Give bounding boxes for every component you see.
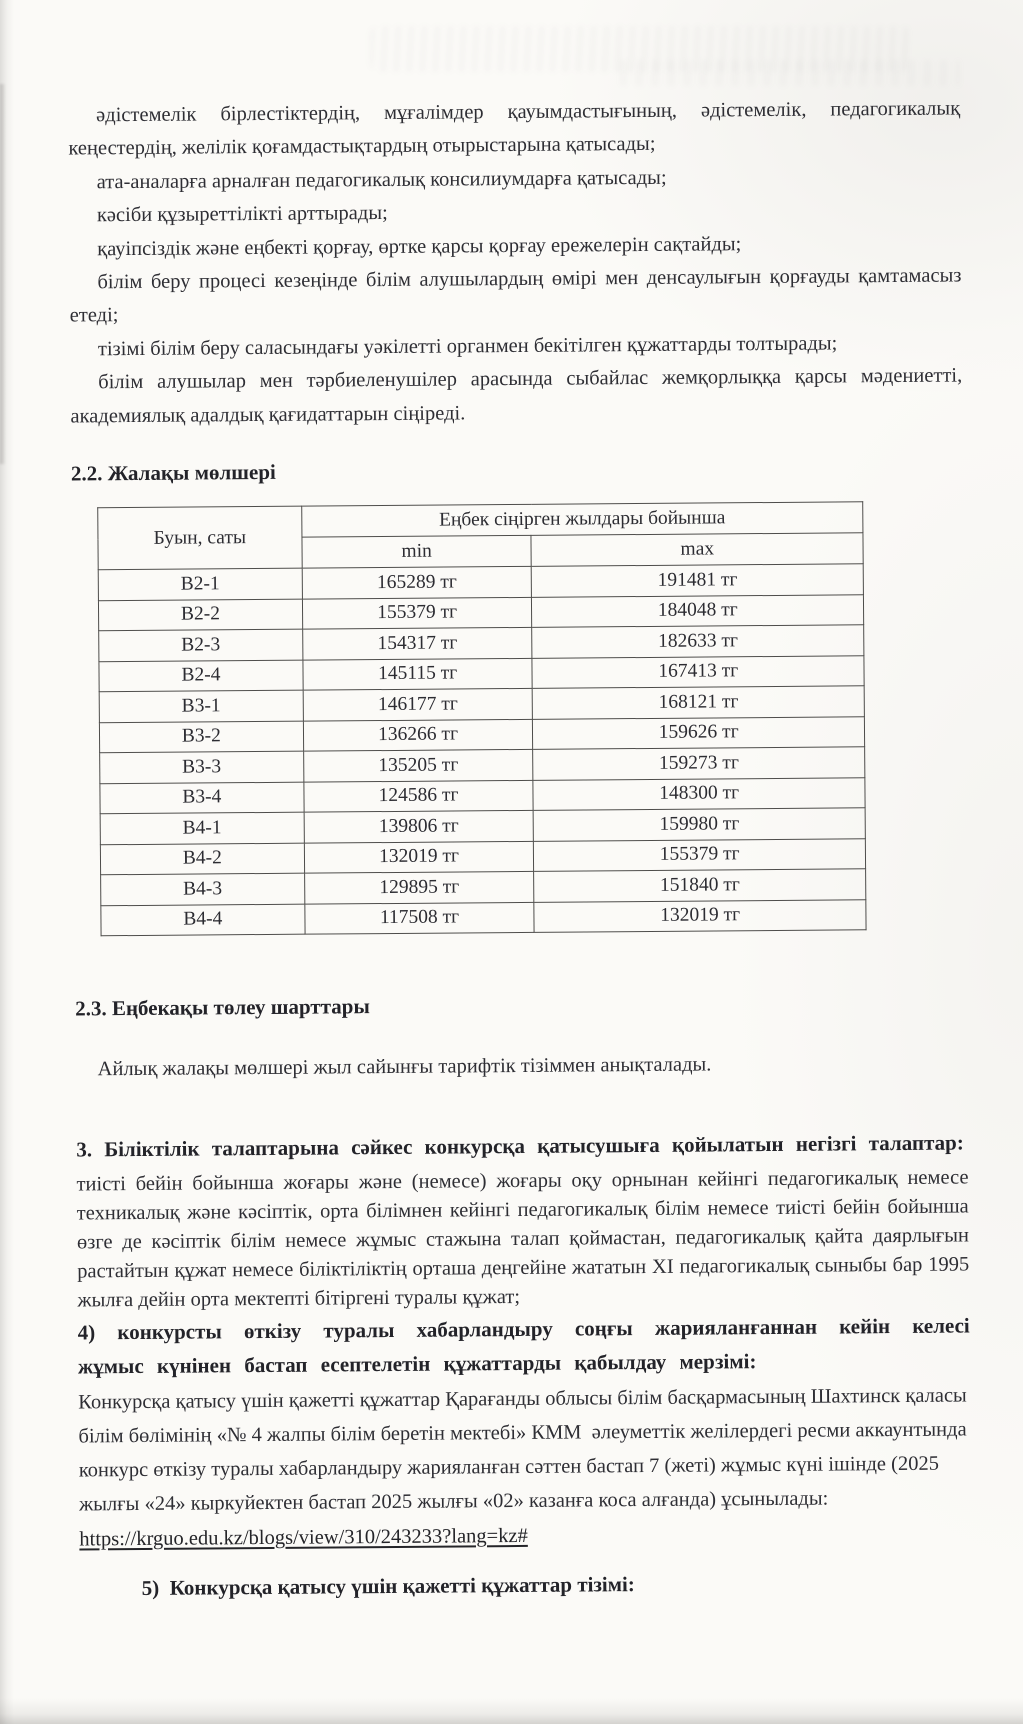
grade-cell: B3-3	[100, 751, 304, 783]
max-cell: 159626 тг	[533, 716, 865, 749]
min-cell: 145115 тг	[303, 658, 533, 690]
max-cell: 191481 тг	[532, 564, 864, 597]
section-5-heading: 5) Конкурсқа қатысу үшін қажетті құжаттар тізімі:	[141, 1572, 635, 1601]
grade-cell: B4-3	[101, 873, 305, 905]
min-cell: 155379 тг	[302, 597, 532, 629]
min-cell: 135205 тг	[303, 749, 533, 781]
duty-paragraph: кәсіби құзыреттілікті арттырады;	[96, 202, 388, 227]
duty-paragraph: ата-аналарға арналған педагогикалық консилиумдарға қатысады;	[96, 166, 667, 194]
grade-cell: B2-4	[99, 660, 303, 692]
min-cell: 136266 тг	[303, 719, 533, 751]
duty-paragraph: әдістемелік бірлестіктердің, мұғалімдер қауымдастығының, әдістемелік, педагогикалық кеңестердің, желілік қоғамдастықтардың отырыстарына қатысады;	[68, 97, 961, 160]
max-cell: 155379 тг	[534, 838, 866, 871]
duty-paragraph: білім беру процесі кезеңінде білім алушылардың өмірі мен денсаулығын қорғауды қамтамасыз етеді;	[69, 264, 962, 327]
duty-paragraph: тізімі білім беру саласындағы уәкілетті органмен бекітілген құжаттарды толтырады;	[97, 332, 838, 361]
document-content	[68, 92, 972, 1602]
max-cell: 182633 тг	[532, 625, 864, 658]
application-url-link[interactable]: https://krguo.edu.kz/blogs/view/310/243233?lang=kz#	[79, 1524, 528, 1551]
table-row	[101, 899, 866, 936]
section-3-body: тиісті бейін бойынша жоғары және (немесе) жоғары оқу орнынан кейінгі педагогикалық немесе техникалық және кәсіптік, орта білімнен кейінгі педагогикалық білім немесе тиісті бейін бойынша өзге де кәсіптік білім немесе жұмыс стажына талап қоймастан, педагогикалық қайта даярлығын растайтын құжат немесе біліктіліктің орташа деңгейіне жататын XI педагогикалық сыныбы бар 1995 жылға дейін орта мектепті бітіргені туралы құжат;	[76, 1166, 970, 1312]
max-cell: 151840 тг	[534, 869, 866, 902]
min-cell: 146177 тг	[303, 688, 533, 720]
grade-cell: B4-2	[100, 843, 304, 875]
grade-cell: B3-1	[99, 690, 303, 722]
years-group-header: Еңбек сіңірген жылдары бойынша	[301, 502, 862, 537]
min-cell: 165289 тг	[302, 566, 532, 598]
min-cell: 124586 тг	[304, 780, 534, 812]
section-4-heading: 4) конкурсты өткізу туралы хабарландыру соңғы жарияланғаннан кейін келесі жұмыс күнінен бастап есептелетін құжаттарды қабылдау мерзімі:	[77, 1313, 970, 1379]
grade-cell: B3-2	[99, 721, 303, 753]
grade-cell: B2-3	[99, 629, 303, 661]
min-column-header: min	[302, 535, 532, 568]
duty-paragraph: білім алушылар мен тәрбиеленушілер арасында сыбайлас жемқорлыққа қарсы мәдениетті, академиялық адалдық қағидаттарын сіңіреді.	[70, 364, 963, 428]
max-cell: 167413 тг	[532, 655, 864, 688]
max-cell: 184048 тг	[532, 594, 864, 627]
section-2-3-body: Айлық жалақы мөлшері жыл сайынғы тарифтік тізіммен анықталады.	[97, 1053, 712, 1081]
salary-table	[97, 501, 866, 936]
grade-cell: B2-1	[98, 568, 302, 600]
grade-cell: B4-1	[100, 812, 304, 844]
min-cell: 154317 тг	[302, 627, 532, 659]
grade-cell: B4-4	[101, 904, 305, 936]
duty-paragraph: қауіпсіздік және еңбекті қорғау, өртке қарсы қорғау ережелерін сақтайды;	[97, 232, 742, 260]
duties-list	[68, 92, 963, 433]
scan-edge-shadow	[0, 84, 6, 464]
grade-column-header: Буын, саты	[98, 506, 302, 570]
min-cell: 129895 тг	[304, 871, 534, 903]
max-cell: 148300 тг	[533, 777, 865, 810]
grade-cell: B2-2	[98, 599, 302, 631]
section-3-heading: 3. Біліктілік талаптарына сәйкес конкурсқа қатысушыға қойылатын негізгі талаптар:	[76, 1130, 964, 1162]
max-column-header: max	[531, 533, 863, 567]
max-cell: 159273 тг	[533, 747, 865, 780]
salary-table-body	[98, 564, 866, 936]
min-cell: 132019 тг	[304, 841, 534, 873]
section-2-2-heading: 2.2. Жалақы мөлшері	[70, 459, 276, 486]
grade-cell: B3-4	[100, 782, 304, 814]
max-cell: 159980 тг	[534, 808, 866, 841]
max-cell: 132019 тг	[534, 899, 866, 932]
min-cell: 117508 тг	[305, 902, 535, 934]
min-cell: 139806 тг	[304, 810, 534, 842]
max-cell: 168121 тг	[533, 686, 865, 719]
scan-bleed-artifact	[620, 60, 960, 86]
section-2-3-heading: 2.3. Еңбекақы төлеу шарттары	[75, 994, 370, 1021]
section-4-body: Конкурсқа қатысу үшін қажетті құжаттар Қарағанды облысы білім басқармасының Шахтинск қаласы білім бөлімінің «№ 4 жалпы білім беретін мектебі» КММ әлеуметтік желілердегі ресми аккаунтында конкурс өткізу туралы хабарландыру жарияланған сәттен бастап 7 (жеті) жұмыс күні ішінде (2025 жылғы «24» кыркуйектен бастап 2025 жылғы «02» казанға коса алғанда) ұсынылады:	[78, 1384, 967, 1516]
